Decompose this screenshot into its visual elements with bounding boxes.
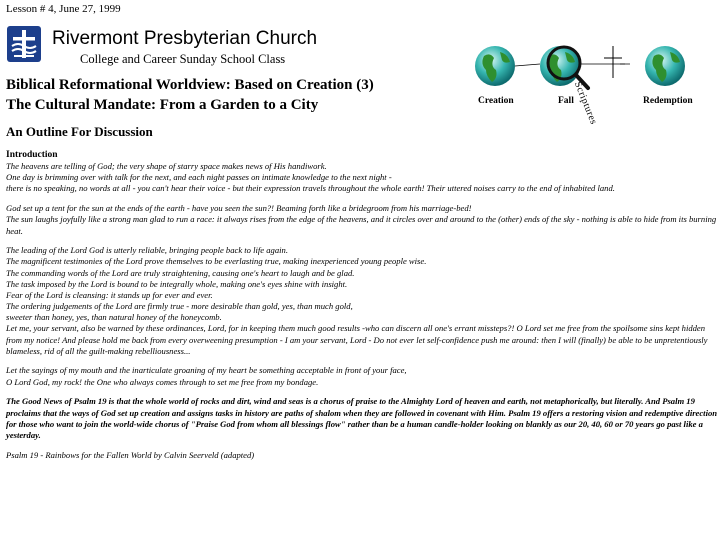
psalm-line: God set up a tent for the sun at the ends of the earth - have you seen the sun?! Beaming forth like a bridegroom from his marriage-bed! — [6, 203, 472, 214]
psalm-line: The sun laughs joyfully like a strong man glad to run a race: it always rises from the edge of the heavens, and it circles over and around to the (other) ends of the sky - nothing is able to hide from its burning heat. — [6, 214, 717, 236]
lesson-title-line-1: Biblical Reformational Worldview: Based on Creation (3) — [6, 77, 374, 93]
psalm-line: The magnificent testimonies of the Lord prove themselves to be everlasting true, making inexperienced young people wise. — [6, 256, 427, 267]
psalm-paragraph-4 — [6, 365, 718, 387]
lesson-title — [6, 75, 374, 115]
psalm-line: Let the sayings of my mouth and the inarticulate groaning of my heart be something acceptable in front of your face, — [6, 365, 407, 376]
psalm-line: Let me, your servant, also be warned by these ordinances, Lord, for in keeping them much good results -who can discern all one's errant missteps?! O Lord set me free from the spoilsome sins kept hidden from my notice! And please hold me back from every overweening presumption - I am your servant, Lord - Do not ever let self-confidence push me around: then I will (finally) be able to be unpretentiously blameless, rid of all the guilt-making rebelliousness... — [6, 323, 708, 356]
globe-icon — [475, 46, 515, 86]
psalm-line: there is no speaking, no words at all - you can't hear their voice - but their expression travels throughout the whole earth! Their uttered noises carry to the end of inhabited land. — [6, 183, 615, 194]
label-redemption: Redemption — [643, 96, 693, 106]
lesson-date-line: Lesson # 4, June 27, 1999 — [6, 3, 121, 15]
lesson-title-line-2: The Cultural Mandate: From a Garden to a City — [6, 97, 319, 113]
psalm-line: The task imposed by the Lord is bound to be integrally whole, making one's eyes shine with insight. — [6, 278, 348, 289]
psalm-line: Fear of the Lord is cleansing: it stands up for ever and ever. — [6, 289, 213, 300]
introduction-heading: Introduction — [6, 150, 58, 160]
outline-heading: An Outline For Discussion — [6, 124, 153, 139]
label-creation: Creation — [478, 96, 514, 106]
psalm-line: The commanding words of the Lord are truly straightening, causing one's heart to laugh and be glad. — [6, 267, 355, 278]
scriptures-label: Scriptures — [571, 80, 600, 127]
psalm-line: The ordering judgements of the Lord are firmly true - more desirable than gold, yes, than much gold, — [6, 301, 353, 312]
psalm-line: The leading of the Lord God is utterly reliable, bringing people back to life again. — [6, 245, 288, 256]
psalm-paragraph-2 — [6, 203, 718, 236]
citation: Psalm 19 - Rainbows for the Fallen World by Calvin Seerveld (adapted) — [6, 449, 255, 460]
globe-icon — [645, 46, 685, 86]
psalm-line: One day is brimming over with talk for the next, and each night passes on intimate knowledge to the next night - — [6, 172, 392, 183]
class-subtitle: College and Career Sunday School Class — [80, 52, 286, 66]
psalm-line: The heavens are telling of God; the very shape of starry space makes news of His handiwork. — [6, 161, 327, 172]
good-news-paragraph: The Good News of Psalm 19 is that the whole world of rocks and dirt, wind and seas is a chorus of praise to the Almighty Lord of heaven and earth, not metaphorically, but literally. And Psalm 19 proclaims that the ways of God set up creation and assigns tasks in history are paths of shalom when they are followed in covenant with Him. Psalm 19 offers a restoring vision and redemptive direction for those who want to join the world-wide chorus of "Praise God from whom all blessings flow" rather than be a human candle-holder looking on blankly as our 20, 40, 60 or 70 years go past like a yesterday. — [6, 396, 718, 440]
label-fall: Fall — [558, 96, 574, 106]
psalm-paragraph-3 — [6, 245, 718, 357]
psalm-paragraph-1 — [6, 161, 718, 194]
cross-icon — [604, 46, 622, 78]
church-logo-icon — [4, 22, 44, 66]
psalm-line: sweeter than honey, yes, than natural honey of the honeycomb. — [6, 312, 222, 323]
body-text — [6, 150, 718, 469]
psalm-line: O Lord God, my rock! the One who always comes through to set me free from my bondage. — [6, 376, 319, 387]
church-name: Rivermont Presbyterian Church — [52, 28, 318, 49]
